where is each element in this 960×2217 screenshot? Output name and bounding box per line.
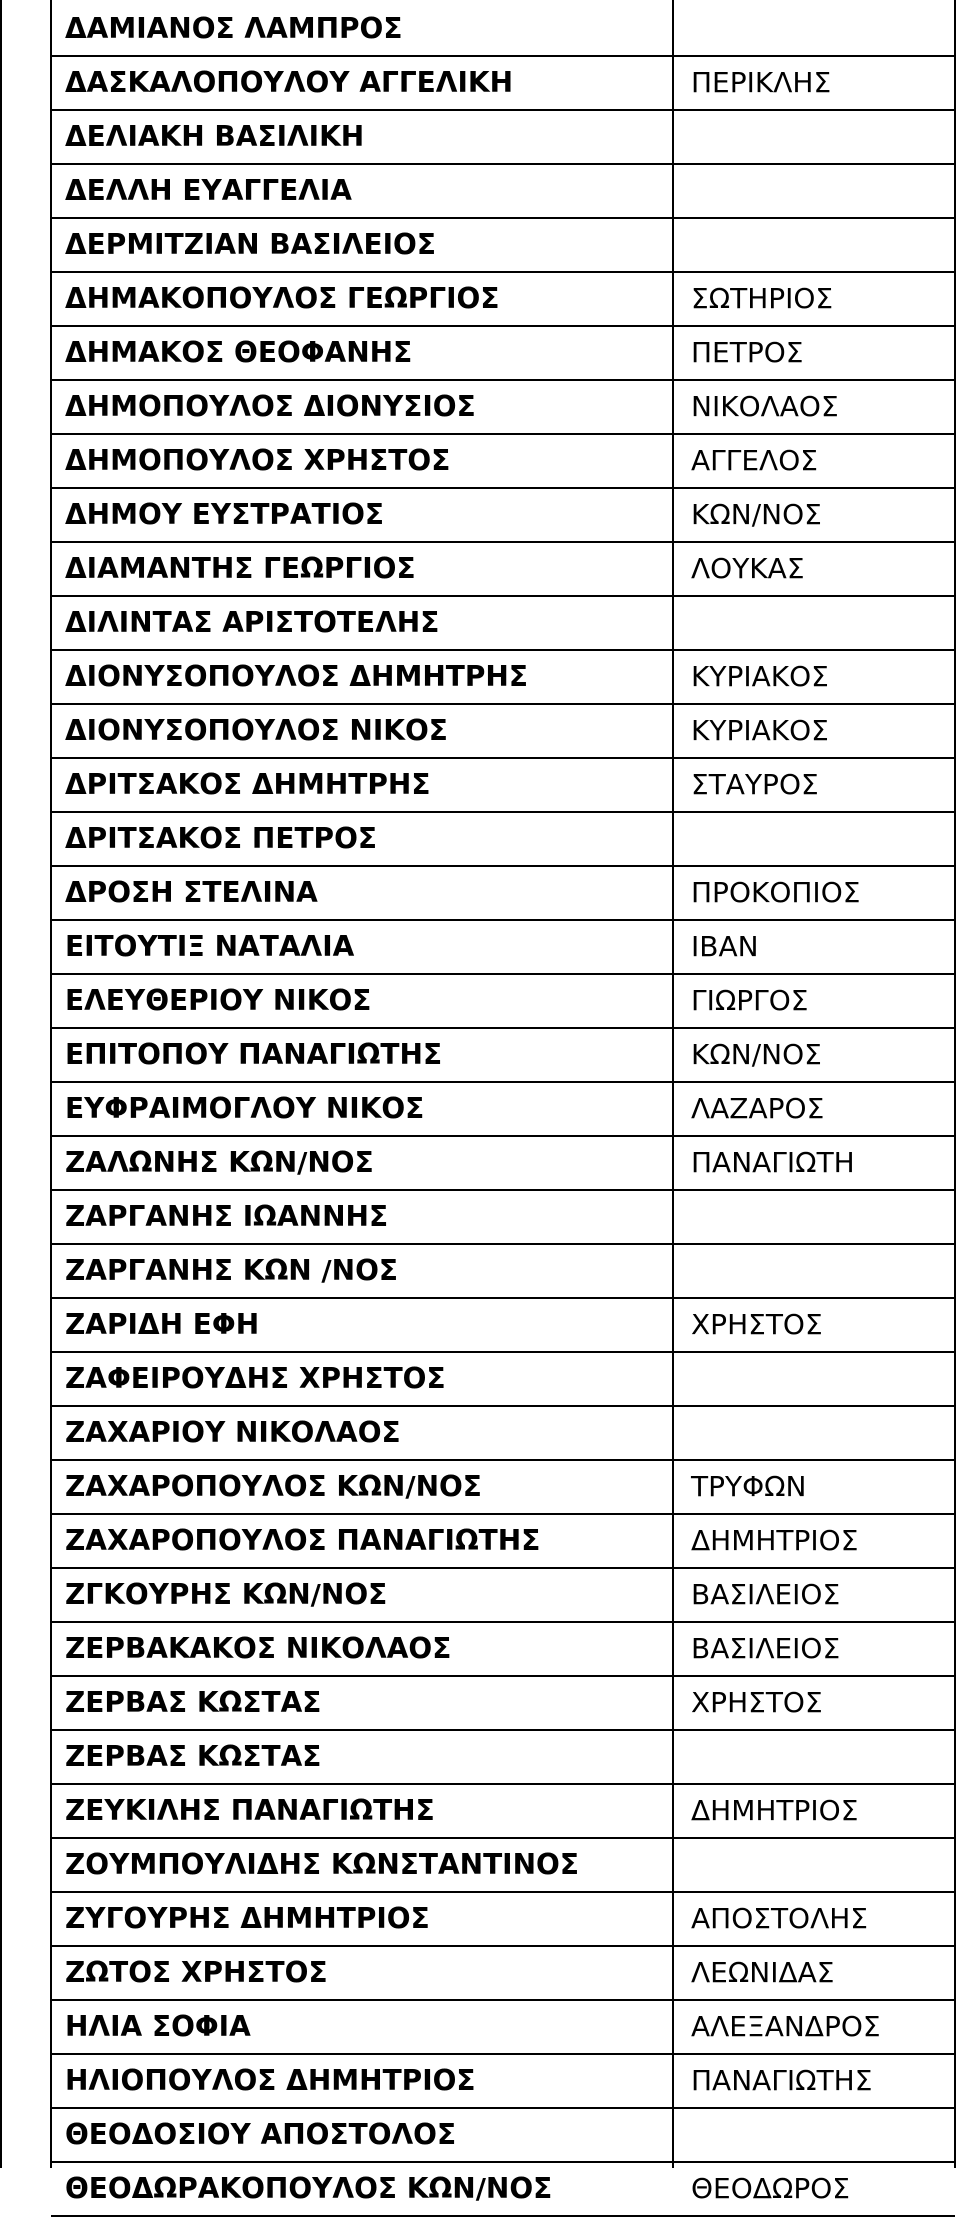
father-name-cell: ΠΑΝΑΓΙΩΤΗΣ bbox=[673, 2054, 955, 2108]
father-name-cell: ΠΑΝΑΓΙΩΤΗ bbox=[673, 1136, 955, 1190]
father-name-cell: ΔΗΜΗΤΡΙΟΣ bbox=[673, 1784, 955, 1838]
father-name-cell bbox=[673, 2108, 955, 2162]
table-row bbox=[51, 1730, 955, 1784]
father-name-cell bbox=[673, 218, 955, 272]
table-row bbox=[51, 1298, 955, 1352]
full-name-cell: ΖΑΡΙΔΗ ΕΦΗ bbox=[51, 1298, 673, 1352]
father-name-cell: ΑΓΓΕΛΟΣ bbox=[673, 434, 955, 488]
full-name-cell: ΖΕΡΒΑΚΑΚΟΣ ΝΙΚΟΛΑΟΣ bbox=[51, 1622, 673, 1676]
father-name-cell: ΧΡΗΣΤΟΣ bbox=[673, 1676, 955, 1730]
table-row bbox=[51, 380, 955, 434]
father-name-cell: ΧΡΗΣΤΟΣ bbox=[673, 1298, 955, 1352]
table-row bbox=[51, 1406, 955, 1460]
full-name-cell: ΗΛΙΑ ΣΟΦΙΑ bbox=[51, 2000, 673, 2054]
father-name-cell: ΠΕΤΡΟΣ bbox=[673, 326, 955, 380]
full-name-cell: ΔΑΜΙΑΝΟΣ ΛΑΜΠΡΟΣ bbox=[51, 3, 673, 56]
table-row bbox=[51, 272, 955, 326]
full-name-cell: ΔΕΛΙΑΚΗ ΒΑΣΙΛΙΚΗ bbox=[51, 110, 673, 164]
father-name-cell: ΑΠΟΣΤΟΛΗΣ bbox=[673, 1892, 955, 1946]
full-name-cell: ΔΡΙΤΣΑΚΟΣ ΠΕΤΡΟΣ bbox=[51, 812, 673, 866]
table-row bbox=[51, 866, 955, 920]
full-name-cell: ΖΑΧΑΡΟΠΟΥΛΟΣ ΚΩΝ/ΝΟΣ bbox=[51, 1460, 673, 1514]
table-row bbox=[51, 974, 955, 1028]
full-name-cell: ΖΑΧΑΡΙΟΥ ΝΙΚΟΛΑΟΣ bbox=[51, 1406, 673, 1460]
table-row bbox=[51, 920, 955, 974]
full-name-cell: ΕΙΤΟΥΤΙΞ ΝΑΤΑΛΙΑ bbox=[51, 920, 673, 974]
table-row bbox=[51, 434, 955, 488]
father-name-cell bbox=[673, 1730, 955, 1784]
father-name-cell: ΒΑΣΙΛΕΙΟΣ bbox=[673, 1622, 955, 1676]
father-name-cell: ΔΗΜΗΤΡΙΟΣ bbox=[673, 1514, 955, 1568]
table-row bbox=[51, 1784, 955, 1838]
left-border-line bbox=[0, 0, 2, 2168]
table-row bbox=[51, 1190, 955, 1244]
father-name-cell bbox=[673, 164, 955, 218]
father-name-cell: ΑΛΕΞΑΝΔΡΟΣ bbox=[673, 2000, 955, 2054]
father-name-cell bbox=[673, 1352, 955, 1406]
full-name-cell: ΔΑΣΚΑΛΟΠΟΥΛΟΥ ΑΓΓΕΛΙΚΗ bbox=[51, 56, 673, 110]
table-row bbox=[51, 1946, 955, 2000]
full-name-cell: ΖΕΥΚΙΛΗΣ ΠΑΝΑΓΙΩΤΗΣ bbox=[51, 1784, 673, 1838]
table-row bbox=[51, 326, 955, 380]
table-row bbox=[51, 812, 955, 866]
full-name-cell: ΔΙΛΙΝΤΑΣ ΑΡΙΣΤΟΤΕΛΗΣ bbox=[51, 596, 673, 650]
table-row bbox=[51, 110, 955, 164]
full-name-cell: ΖΩΤΟΣ ΧΡΗΣΤΟΣ bbox=[51, 1946, 673, 2000]
table-row bbox=[51, 1892, 955, 1946]
father-name-cell: ΠΕΡΙΚΛΗΣ bbox=[673, 56, 955, 110]
full-name-cell: ΔΗΜΑΚΟΠΟΥΛΟΣ ΓΕΩΡΓΙΟΣ bbox=[51, 272, 673, 326]
table-row bbox=[51, 1244, 955, 1298]
father-name-cell bbox=[673, 1406, 955, 1460]
table-row bbox=[51, 1676, 955, 1730]
table-row bbox=[51, 218, 955, 272]
table-row bbox=[51, 1028, 955, 1082]
table-row bbox=[51, 1622, 955, 1676]
table-row bbox=[51, 1568, 955, 1622]
table-row bbox=[51, 650, 955, 704]
father-name-cell: ΤΡΥΦΩΝ bbox=[673, 1460, 955, 1514]
table-row bbox=[51, 2162, 955, 2216]
father-name-cell: ΝΙΚΟΛΑΟΣ bbox=[673, 380, 955, 434]
full-name-cell: ΖΓΚΟΥΡΗΣ ΚΩΝ/ΝΟΣ bbox=[51, 1568, 673, 1622]
table-row bbox=[51, 1838, 955, 1892]
table-row bbox=[51, 758, 955, 812]
table-row bbox=[51, 164, 955, 218]
full-name-cell: ΘΕΟΔΟΣΙΟΥ ΑΠΟΣΤΟΛΟΣ bbox=[51, 2108, 673, 2162]
father-name-cell: ΙΒΑΝ bbox=[673, 920, 955, 974]
full-name-cell: ΖΕΡΒΑΣ ΚΩΣΤΑΣ bbox=[51, 1676, 673, 1730]
father-name-cell: ΛΕΩΝΙΔΑΣ bbox=[673, 1946, 955, 2000]
father-name-cell bbox=[673, 3, 955, 56]
father-name-cell: ΚΥΡΙΑΚΟΣ bbox=[673, 650, 955, 704]
table-row bbox=[51, 1514, 955, 1568]
table-row bbox=[51, 596, 955, 650]
full-name-cell: ΔΙΟΝΥΣΟΠΟΥΛΟΣ ΔΗΜΗΤΡΗΣ bbox=[51, 650, 673, 704]
full-name-cell: ΖΑΛΩΝΗΣ ΚΩΝ/ΝΟΣ bbox=[51, 1136, 673, 1190]
full-name-cell: ΔΗΜΑΚΟΣ ΘΕΟΦΑΝΗΣ bbox=[51, 326, 673, 380]
table-row bbox=[51, 2000, 955, 2054]
full-name-cell: ΕΛΕΥΘΕΡΙΟΥ ΝΙΚΟΣ bbox=[51, 974, 673, 1028]
father-name-cell: ΚΩΝ/ΝΟΣ bbox=[673, 1028, 955, 1082]
full-name-cell: ΔΕΡΜΙΤΖΙΑΝ ΒΑΣΙΛΕΙΟΣ bbox=[51, 218, 673, 272]
full-name-cell: ΖΥΓΟΥΡΗΣ ΔΗΜΗΤΡΙΟΣ bbox=[51, 1892, 673, 1946]
full-name-cell: ΔΡΟΣΗ ΣΤΕΛΙΝΑ bbox=[51, 866, 673, 920]
table-row bbox=[51, 2054, 955, 2108]
table-row bbox=[51, 542, 955, 596]
full-name-cell: ΖΑΡΓΑΝΗΣ ΚΩΝ /ΝΟΣ bbox=[51, 1244, 673, 1298]
father-name-cell bbox=[673, 812, 955, 866]
names-table bbox=[51, 3, 955, 2217]
father-name-cell: ΓΙΩΡΓΟΣ bbox=[673, 974, 955, 1028]
father-name-cell bbox=[673, 596, 955, 650]
father-name-cell: ΒΑΣΙΛΕΙΟΣ bbox=[673, 1568, 955, 1622]
table-row bbox=[51, 1460, 955, 1514]
table-row bbox=[51, 1352, 955, 1406]
table-row bbox=[51, 1082, 955, 1136]
full-name-cell: ΔΗΜΟΠΟΥΛΟΣ ΧΡΗΣΤΟΣ bbox=[51, 434, 673, 488]
full-name-cell: ΘΕΟΔΩΡΑΚΟΠΟΥΛΟΣ ΚΩΝ/ΝΟΣ bbox=[51, 2162, 673, 2216]
table-row bbox=[51, 3, 955, 56]
full-name-cell: ΖΑΦΕΙΡΟΥΔΗΣ ΧΡΗΣΤΟΣ bbox=[51, 1352, 673, 1406]
father-name-cell: ΚΩΝ/ΝΟΣ bbox=[673, 488, 955, 542]
full-name-cell: ΗΛΙΟΠΟΥΛΟΣ ΔΗΜΗΤΡΙΟΣ bbox=[51, 2054, 673, 2108]
table-row bbox=[51, 56, 955, 110]
table-row bbox=[51, 2108, 955, 2162]
full-name-cell: ΔΡΙΤΣΑΚΟΣ ΔΗΜΗΤΡΗΣ bbox=[51, 758, 673, 812]
father-name-cell bbox=[673, 1244, 955, 1298]
father-name-cell: ΣΩΤΗΡΙΟΣ bbox=[673, 272, 955, 326]
full-name-cell: ΕΥΦΡΑΙΜΟΓΛΟΥ ΝΙΚΟΣ bbox=[51, 1082, 673, 1136]
full-name-cell: ΖΟΥΜΠΟΥΛΙΔΗΣ ΚΩΝΣΤΑΝΤΙΝΟΣ bbox=[51, 1838, 673, 1892]
father-name-cell: ΛΟΥΚΑΣ bbox=[673, 542, 955, 596]
full-name-cell: ΖΕΡΒΑΣ ΚΩΣΤΑΣ bbox=[51, 1730, 673, 1784]
table-row bbox=[51, 704, 955, 758]
father-name-cell bbox=[673, 110, 955, 164]
names-table-body bbox=[51, 3, 955, 2216]
father-name-cell: ΛΑΖΑΡΟΣ bbox=[673, 1082, 955, 1136]
full-name-cell: ΔΙΟΝΥΣΟΠΟΥΛΟΣ ΝΙΚΟΣ bbox=[51, 704, 673, 758]
table-row bbox=[51, 1136, 955, 1190]
full-name-cell: ΔΗΜΟΥ ΕΥΣΤΡΑΤΙΟΣ bbox=[51, 488, 673, 542]
father-name-cell bbox=[673, 1190, 955, 1244]
full-name-cell: ΖΑΧΑΡΟΠΟΥΛΟΣ ΠΑΝΑΓΙΩΤΗΣ bbox=[51, 1514, 673, 1568]
father-name-cell: ΚΥΡΙΑΚΟΣ bbox=[673, 704, 955, 758]
full-name-cell: ΖΑΡΓΑΝΗΣ ΙΩΑΝΝΗΣ bbox=[51, 1190, 673, 1244]
father-name-cell: ΣΤΑΥΡΟΣ bbox=[673, 758, 955, 812]
full-name-cell: ΔΕΛΛΗ ΕΥΑΓΓΕΛΙΑ bbox=[51, 164, 673, 218]
full-name-cell: ΔΗΜΟΠΟΥΛΟΣ ΔΙΟΝΥΣΙΟΣ bbox=[51, 380, 673, 434]
table-row bbox=[51, 488, 955, 542]
full-name-cell: ΕΠΙΤΟΠΟΥ ΠΑΝΑΓΙΩΤΗΣ bbox=[51, 1028, 673, 1082]
father-name-cell: ΘΕΟΔΩΡΟΣ bbox=[673, 2162, 955, 2216]
father-name-cell bbox=[673, 1838, 955, 1892]
full-name-cell: ΔΙΑΜΑΝΤΗΣ ΓΕΩΡΓΙΟΣ bbox=[51, 542, 673, 596]
father-name-cell: ΠΡΟΚΟΠΙΟΣ bbox=[673, 866, 955, 920]
